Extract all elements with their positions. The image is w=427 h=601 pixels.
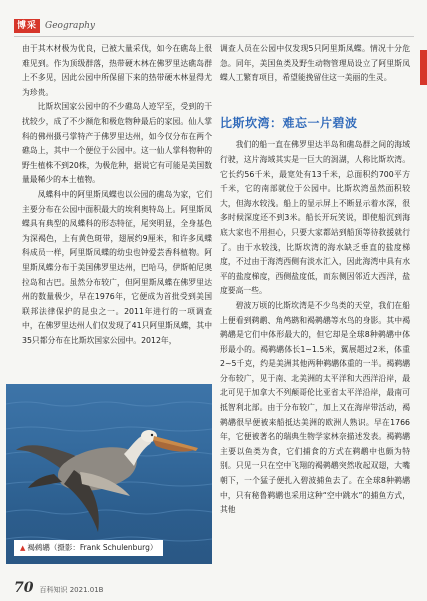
journal-info: 百科知识 2021.01B (39, 586, 104, 594)
edge-tab-marker (420, 50, 427, 85)
left-column (22, 42, 212, 348)
column-tag: 博采 (14, 19, 40, 33)
header-divider (14, 36, 414, 37)
pelican-illustration (6, 384, 212, 564)
caption-marker-icon: ▲ (20, 544, 26, 552)
paragraph: 凤蝶科中的阿里斯凤蝶也以公园的礁岛为家，它们主要分布在公园中面积最大的埃利奥特岛上。阿里斯凤蝶具有典型的凤蝶科的形态特征，尾突明显，全身基色为深褐色，上有黄色斑带，翅展约9厘米，和许多凤蝶科成员一样，阿里斯凤蝶的幼虫也钟爱芸香科植物。阿里斯凤蝶分布于美国佛罗里达州，巴哈马，伊斯帕尼奥拉岛和古巴。虽然分布较广，但阿里斯凤蝶在佛罗里达州的数量极少，早在1976年，它便成为首批受到美国联邦法律保护的昆虫之一。2011年进行的一项调查中，在佛罗里达州人们仅发现了41只阿里斯凤蝶，其中35只都分布在比斯坎国家公园中。2012年， (22, 189, 212, 345)
paragraph: 调查人员在公园中仅发现5只阿里斯凤蝶。情况十分危急。同年，美国鱼类及野生动物管理局设立了阿里斯凤蝶人工繁育项目，希望能挽留住这一美丽的生灵。 (220, 44, 410, 83)
pelican-shape (16, 430, 198, 532)
page-header (14, 18, 95, 34)
section-subheading: 比斯坎湾：难忘一片碧波 (220, 115, 358, 130)
photo-caption (14, 540, 163, 556)
right-column (220, 42, 410, 518)
paragraph: 由于其木材极为优良，已被大量采伐，如今在礁岛上很难见到。作为顶级群落，热带硬木林在佛罗里达礁岛群上不多见，因此公园中所保留下来的热带硬木林显得尤为珍贵。 (22, 44, 212, 97)
page-footer (14, 580, 103, 596)
paragraph: 碧波万顷的比斯坎湾是不少鸟类的天堂，我们在船上便看到鹈鹕、角鸬鹚和褐鹈鹕等水鸟的身影。其中褐鹈鹕是它们中体形最大的，但它却是全球8种鹈鹕中体形最小的。褐鹈鹕体长1~1.5米，翼展超过2米，体重2~5千克，约是美洲其他两种鹈鹕体重的一半。褐鹈鹕分布较广，见于南、北美洲的太平洋和大西洋沿岸，最北可见于加拿大不列颠哥伦比亚省太平洋沿岸，最南可抵智利北部。由于分布较广，加上又在海岸带活动，褐鹈鹕很早便被来船抵达美洲的欧洲人熟识。早在1766年，它便被著名的瑞典生物学家林奈描述发表。褐鹈鹕主要以鱼类为食，它们捕食的方式在鹈鹕中也颇为特别。只见一只在空中飞翔的褐鹈鹕突然收起双翅，大嘴朝下，一个猛子便扎入碧波捕鱼去了。在全球8种鹈鹕中，只有秘鲁鹈鹕也采用这种“空中跳水”的捕鱼方式，其他 (220, 300, 410, 515)
caption-text: 褐鹈鹕（摄影：Frank Schulenburg） (27, 543, 158, 552)
paragraph: 比斯坎国家公园中的不少礁岛人迹罕至，受到的干扰较少，成了不少濒危和极危物种最后的家园。仙人掌科的佛州摄弓掌特产于佛罗里达州，如今仅分布在两个礁岛上，其中一个便位于公园中。这一仙人掌科物种的野生植株不到20株，为极危种，据说它有可能是美国数量最稀少的本土植物。 (22, 102, 212, 185)
page-number: 70 (14, 580, 34, 596)
pelican-photo (6, 384, 212, 564)
section-name: Geography (45, 21, 96, 31)
paragraph: 我们的船一直在佛罗里达半岛和礁岛群之间的海域行驶，这片海域其实是一巨大的潟湖，人称比斯坎湾。它长约56千米，最宽处有13千米，总面积约700平方千米，它的南部就位于公园中。比斯坎湾虽然面积较大，但海水较浅。船上的显示屏上不断显示着水深，很多时候深度还不到3米。船长开玩笑说，即使船沉到海底大家也不用担心，只要大家都站到船顶等待救援就行了。由于水较浅，比斯坎湾的海水缺乏垂直的盐度梯度，不过由于海湾西侧有淡水汇入，因此海湾中具有水平的盐度梯度，西侧盐度低，而东侧因邻近大西洋，盐度要高一些。 (220, 140, 410, 296)
